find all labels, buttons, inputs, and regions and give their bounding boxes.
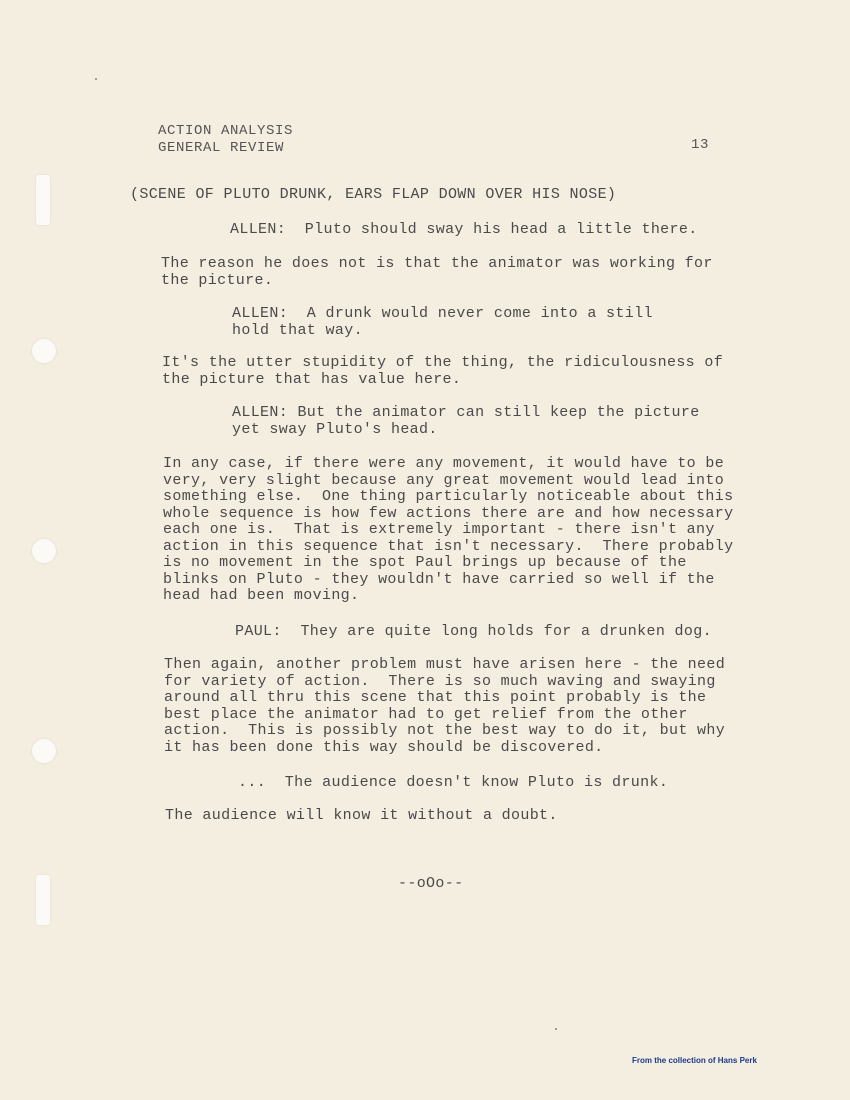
end-mark: --oOo-- bbox=[398, 875, 464, 892]
binder-slot-top bbox=[36, 175, 50, 225]
paragraph-1: The reason he does not is that the animator was working for the picture. bbox=[161, 255, 713, 289]
dialogue-ellipsis: ... The audience doesn't know Pluto is drunk. bbox=[238, 774, 669, 791]
paper-speck bbox=[95, 78, 97, 80]
dialogue-allen-1: ALLEN: Pluto should sway his head a little there. bbox=[230, 221, 698, 238]
header-title-line1: ACTION ANALYSIS bbox=[158, 123, 294, 139]
punch-hole-1 bbox=[32, 339, 56, 363]
binder-slot-bottom bbox=[36, 875, 50, 925]
paragraph-3: In any case, if there were any movement, it would have to be very, very slight because any great movement would lead into something else. One thing particularly noticeable about this whole sequence is how few actions there are and how necessary each one is. That is extremely important - there isn't any action in this sequence that isn't necessary. There probably is no movement in the spot Paul brings up because of the blinks on Pluto - they wouldn't have carried so well if the head had been moving. bbox=[163, 455, 734, 604]
dialogue-allen-3: ALLEN: But the animator can still keep the picture yet sway Pluto's head. bbox=[232, 404, 700, 438]
paragraph-5: The audience will know it without a doubt. bbox=[165, 807, 558, 824]
paper-speck bbox=[555, 1028, 557, 1030]
paragraph-2: It's the utter stupidity of the thing, the ridiculousness of the picture that has value here. bbox=[162, 354, 724, 388]
page-number: 13 bbox=[691, 137, 710, 153]
punch-hole-2 bbox=[32, 539, 56, 563]
collection-credit: From the collection of Hans Perk bbox=[632, 1056, 757, 1065]
scene-heading: (SCENE OF PLUTO DRUNK, EARS FLAP DOWN OVER HIS NOSE) bbox=[130, 186, 617, 203]
punch-hole-3 bbox=[32, 739, 56, 763]
paragraph-4: Then again, another problem must have arisen here - the need for variety of action. There is so much waving and swaying around all thru this scene that this point probably is the best place the animator had to get relief from the other action. This is possibly not the best way to do it, but why it has been done this way should be discovered. bbox=[164, 656, 726, 756]
dialogue-allen-2: ALLEN: A drunk would never come into a still hold that way. bbox=[232, 305, 653, 339]
dialogue-paul: PAUL: They are quite long holds for a drunken dog. bbox=[235, 623, 712, 640]
header-title-line2: GENERAL REVIEW bbox=[158, 140, 285, 156]
